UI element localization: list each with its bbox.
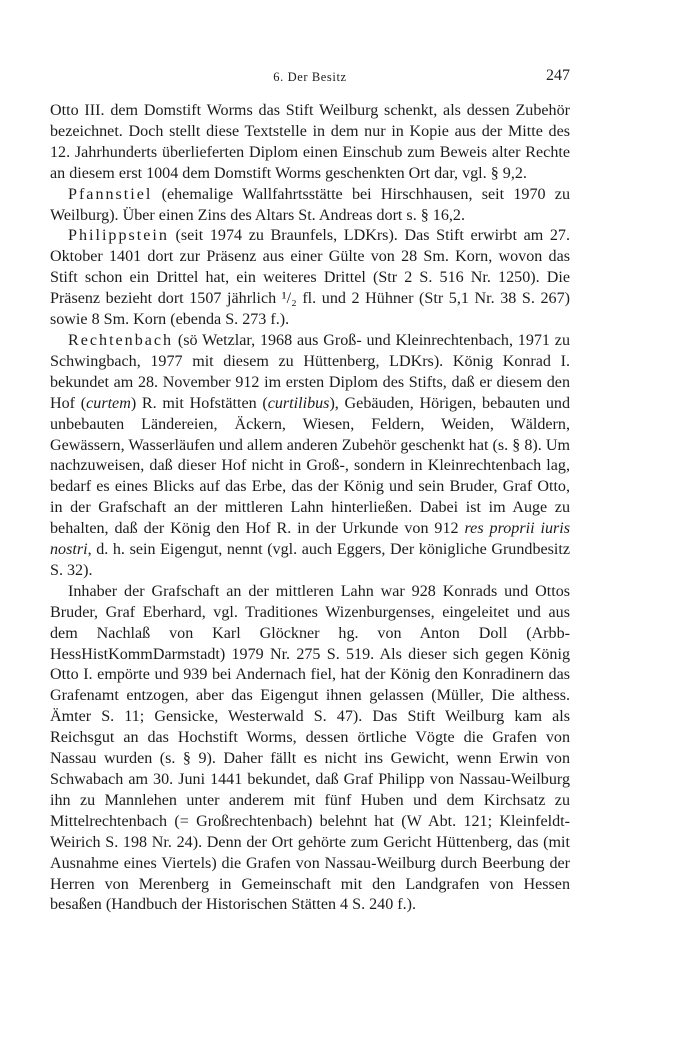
entry-text: , d. h. sein Eigengut, nennt (vgl. auch Eggers, Der königliche Grundbesitz S. 32). <box>50 541 570 579</box>
entry-term: Pfannstiel <box>68 185 153 203</box>
fraction: ¹/₂ <box>281 290 297 308</box>
paragraph-rechtenbach <box>50 331 570 582</box>
latin-quote: res proprii iuris nostri <box>50 520 570 559</box>
latin-term: curtem <box>86 394 131 412</box>
entry-text: ) R. mit Hofstätten ( <box>130 394 268 412</box>
paragraph-philippstein <box>50 226 570 331</box>
paragraph-grafschaft: Inhaber der Grafschaft an der mittleren Lahn war 928 Konrads und Ottos Bruder, Graf Eberhard, vgl. Traditiones Wizenburgenses, eingeleitet und aus dem Nachlaß von Karl Glöckner hg. von Anton Doll (Arbb-HessHistKommDarmstadt) 1979 Nr. 275 S. 519. Als dieser sich gegen König Otto I. empörte und 939 bei Andernach fiel, hat der König den Konradinern das Grafenamt entzogen, aber das Eigengut ihnen gelassen (Müller, Die althess. Ämter S. 11; Gensicke, Westerwald S. 47). Das Stift Weilburg kam als Reichsgut an das Hochstift Worms, dessen örtliche Vögte die Grafen von Nassau wurden (s. § 9). Daher fällt es nicht ins Gewicht, wenn Erwin von Schwabach am 30. Juni 1441 bekundet, daß Graf Philipp von Nassau-Weilburg ihn zu Mannlehen unter anderem mit fünf Huben und dem Kirchsatz zu Mittelrechtenbach (= Großrechtenbach) belehnt hat (W Abt. 121; Kleinfeldt-Weirich S. 198 Nr. 24). Denn der Ort gehörte zum Gericht Hüttenberg, das (mit Ausnahme eines Viertels) die Grafen von Nassau-Weilburg durch Beerbung der Herren von Merenberg in Gemeinschaft mit den Landgrafen von Hessen besaßen (Handbuch der Historischen Stätten 4 S. 240 f.). <box>50 582 570 914</box>
entry-text: fl. und 2 Hühner (Str 5,1 Nr. 38 S. 267) sowie 8 Sm. Korn (ebenda S. 273 f.). <box>50 290 570 329</box>
paragraph-pfannstiel <box>50 185 570 227</box>
running-head: 6. Der Besitz <box>273 70 347 84</box>
paragraph-continuation: Otto III. dem Domstift Worms das Stift Weilburg schenkt, als dessen Zubehör bezeichnet. Doch stellt diese Textstelle in dem nur in Kopie aus der Mitte des 12. Jahrhunderts überlieferten Diplom einen Einschub zum Beweis alter Rechte an diesem erst 1004 dem Domstift Worms geschenkten Ort dar, vgl. § 9,2. <box>50 102 570 182</box>
page-header <box>50 67 570 90</box>
entry-term: Philippstein <box>68 227 169 245</box>
body-text <box>50 101 570 916</box>
entry-text: (seit 1974 zu Braunfels, LDKrs). Das Stift erwirbt am 27. Oktober 1401 dort zur Präsenz aus einer Gülte von 28 Sm. Korn, wovon das Stift schon ein Drittel hat, ein weiteres Drittel (Str 2 S. 516 Nr. 1250). Die Präsenz bezieht dort 1507 jährlich <box>50 227 570 308</box>
entry-text: (ehemalige Wallfahrtsstätte bei Hirschhausen, seit 1970 zu Weilburg). Über einen Zins des Altars St. Andreas dort s. § 16,2. <box>50 185 570 224</box>
entry-text: ), Gebäuden, Hörigen, bebauten und unbebauten Ländereien, Äckern, Wiesen, Feldern, Weiden, Wäldern, Gewässern, Wasserläufen und allem anderen Zubehör geschenkt hat (s. § 8). Um nachzuweisen, daß dieser Hof nicht in Groß-, sondern in Kleinrechtenbach lag, bedarf es eines Blicks auf das Erbe, das der König und sein Bruder, Graf Otto, in der Grafschaft an der mittleren Lahn hinterließen. Dabei ist im Auge zu behalten, daß der König den Hof R. in der Urkunde von 912 <box>50 394 570 538</box>
page-number: 247 <box>546 67 570 84</box>
entry-term: Rechtenbach <box>68 331 174 349</box>
latin-term: curtilibus <box>267 394 330 412</box>
entry-text: (sö Wetzlar, 1968 aus Groß- und Kleinrechtenbach, 1971 zu Schwingbach, 1977 mit diesem zu Hüttenberg, LDKrs). König Konrad I. bekundet am 28. November 912 im ersten Diplom des Stifts, daß er diesem den Hof ( <box>50 331 570 412</box>
